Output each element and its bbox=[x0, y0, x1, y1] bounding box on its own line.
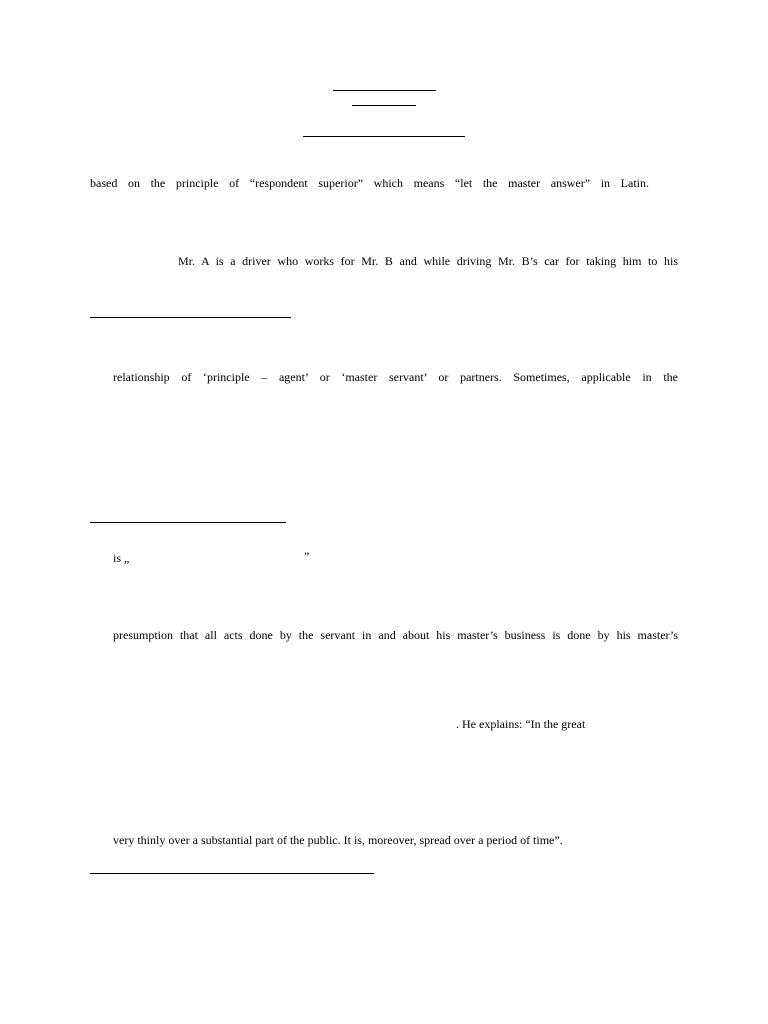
quote-open-text: is „ bbox=[113, 551, 130, 565]
paragraph-relationship: relationship of ‘principle – agent’ or ‘master servant’ or partners. Sometimes, applicable in the bbox=[113, 370, 678, 384]
paragraph-thinly-spread: very thinly over a substantial part of the public. It is, moreover, spread over a period of time”. bbox=[113, 833, 563, 847]
paragraph-presumption: presumption that all acts done by the servant in and about his master’s business is done by his master’s bbox=[113, 628, 678, 642]
paragraph-respondeat-superior: based on the principle of “respondent superior” which means “let the master answer” in Latin. bbox=[90, 176, 649, 190]
title-underline-2 bbox=[352, 105, 416, 106]
title-underline-3 bbox=[303, 136, 465, 137]
paragraph-he-explains: . He explains: “In the great bbox=[456, 717, 586, 731]
title-underline-1 bbox=[333, 90, 436, 91]
heading-underline-3 bbox=[90, 873, 374, 874]
heading-underline-2 bbox=[90, 522, 286, 523]
heading-underline-1 bbox=[90, 317, 291, 318]
quote-close-mark: ” bbox=[304, 549, 310, 563]
paragraph-driver-example: Mr. A is a driver who works for Mr. B and while driving Mr. B’s car for taking him to his bbox=[178, 254, 678, 268]
